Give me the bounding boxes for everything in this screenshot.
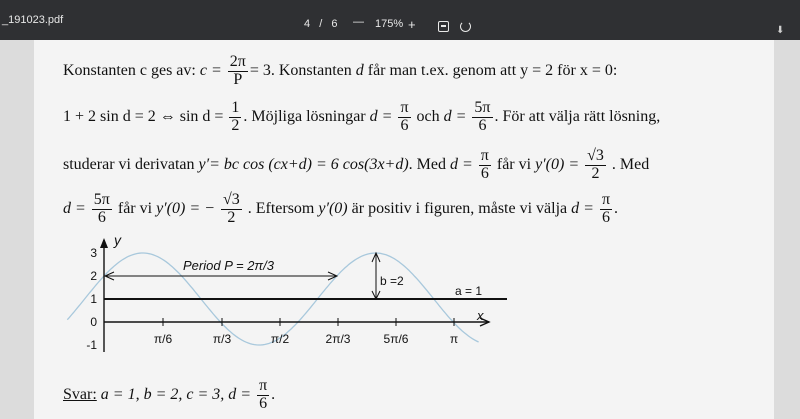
fraction xyxy=(221,192,242,227)
text: . För att välja rätt lösning, xyxy=(494,107,661,125)
y-tick: -1 xyxy=(86,338,97,352)
math: d = xyxy=(63,199,86,217)
text: och xyxy=(412,107,444,125)
numerator: π xyxy=(400,99,409,116)
x-tick: 2π/3 xyxy=(325,332,351,346)
math: y′(0) = xyxy=(535,155,580,173)
x-axis-label: x xyxy=(477,308,484,323)
denominator: 6 xyxy=(259,394,268,412)
fraction xyxy=(92,192,112,227)
page-indicator xyxy=(304,18,337,30)
denominator: 6 xyxy=(97,208,106,226)
text: får vi xyxy=(113,199,157,217)
denominator: 6 xyxy=(480,164,489,182)
y-ticks xyxy=(86,246,97,352)
denominator: 2 xyxy=(227,208,236,226)
offset-label: a = 1 xyxy=(455,284,483,298)
fraction xyxy=(472,100,492,135)
fraction xyxy=(229,100,241,135)
denominator: 6 xyxy=(478,116,487,134)
text: = 3. Konstanten xyxy=(249,61,356,79)
text: får man t.ex. genom att xyxy=(363,61,521,79)
y-tick: 0 xyxy=(90,315,97,329)
text: studerar vi derivatan xyxy=(63,155,199,173)
page-separator: / xyxy=(319,18,323,30)
y-tick: 2 xyxy=(90,269,97,283)
x-tick: π/3 xyxy=(212,332,232,346)
math: y = 2 för x = 0: xyxy=(520,61,618,79)
numerator: 2π xyxy=(229,53,246,70)
denominator: 6 xyxy=(601,208,610,226)
math: d = xyxy=(450,155,473,173)
amplitude-label: b =2 xyxy=(380,274,404,288)
math: y′(0) xyxy=(318,199,348,217)
file-name: _191023.pdf xyxy=(2,14,64,26)
line-2 xyxy=(63,100,660,135)
math: y′= bc cos (cx+d) = 6 cos(3x+d) xyxy=(198,155,409,173)
text: får vi xyxy=(492,155,536,173)
denominator: P xyxy=(233,70,243,88)
numerator: √3 xyxy=(587,147,604,164)
text: . Med xyxy=(408,155,450,173)
line-3 xyxy=(63,148,649,183)
numerator: π xyxy=(480,147,489,164)
answer-line xyxy=(63,378,275,413)
text: . Eftersom xyxy=(243,199,319,217)
text: Konstanten c ges av: xyxy=(63,61,200,79)
denominator: 6 xyxy=(400,116,409,134)
numerator: 1 xyxy=(231,99,240,116)
numerator: π xyxy=(259,377,268,394)
math: d = xyxy=(443,107,467,125)
answer-label: Svar: xyxy=(63,385,97,403)
math: d = xyxy=(369,107,393,125)
x-tick: 5π/6 xyxy=(383,332,409,346)
zoom-level[interactable]: 175% xyxy=(375,18,404,30)
y-axis-label: y xyxy=(114,232,121,248)
numerator: π xyxy=(601,191,611,208)
x-tick: π xyxy=(449,332,459,346)
current-page[interactable]: 4 xyxy=(304,18,311,30)
fraction xyxy=(479,148,491,183)
denominator: 2 xyxy=(591,164,600,182)
period-label: Period P = 2π/3 xyxy=(183,258,274,273)
math: d = xyxy=(571,199,594,217)
numerator: √3 xyxy=(222,191,240,208)
answer-values: a = 1, b = 2, c = 3, d = xyxy=(96,385,252,403)
fraction xyxy=(398,100,410,135)
pdf-page xyxy=(34,40,774,419)
numerator: 5π xyxy=(474,99,491,116)
line-1 xyxy=(63,54,617,89)
pdf-toolbar xyxy=(0,0,800,40)
line-4 xyxy=(63,192,618,227)
fraction xyxy=(600,192,612,227)
y-axis-arrow-icon xyxy=(100,238,108,248)
download-icon[interactable]: ⬇ xyxy=(776,25,785,36)
y-tick: 1 xyxy=(90,292,97,306)
math: y′(0) = − xyxy=(156,199,215,217)
math: c = xyxy=(199,61,222,79)
numerator: 5π xyxy=(93,191,110,208)
math: 1 + 2 sin d = 2 ⇔ sin d = xyxy=(63,107,224,125)
x-tick: π/2 xyxy=(270,332,290,346)
zoom-in-button[interactable]: + xyxy=(408,17,416,32)
fraction xyxy=(257,378,269,413)
y-tick: 3 xyxy=(90,246,97,260)
fraction xyxy=(585,148,606,183)
text: . Med xyxy=(607,155,650,173)
math: d xyxy=(355,61,364,79)
total-pages: 6 xyxy=(331,18,338,30)
rotate-icon[interactable] xyxy=(460,21,471,32)
text: . xyxy=(614,199,619,217)
zoom-out-button[interactable]: — xyxy=(353,16,364,28)
denominator: 2 xyxy=(231,116,240,134)
sine-graph xyxy=(84,232,524,357)
x-tick: π/6 xyxy=(153,332,173,346)
text: . xyxy=(271,385,276,403)
fit-page-icon[interactable] xyxy=(438,21,449,32)
text: . Möjliga lösningar xyxy=(243,107,370,125)
text: är positiv i figuren, måste vi välja xyxy=(347,199,572,217)
fraction xyxy=(228,54,248,89)
